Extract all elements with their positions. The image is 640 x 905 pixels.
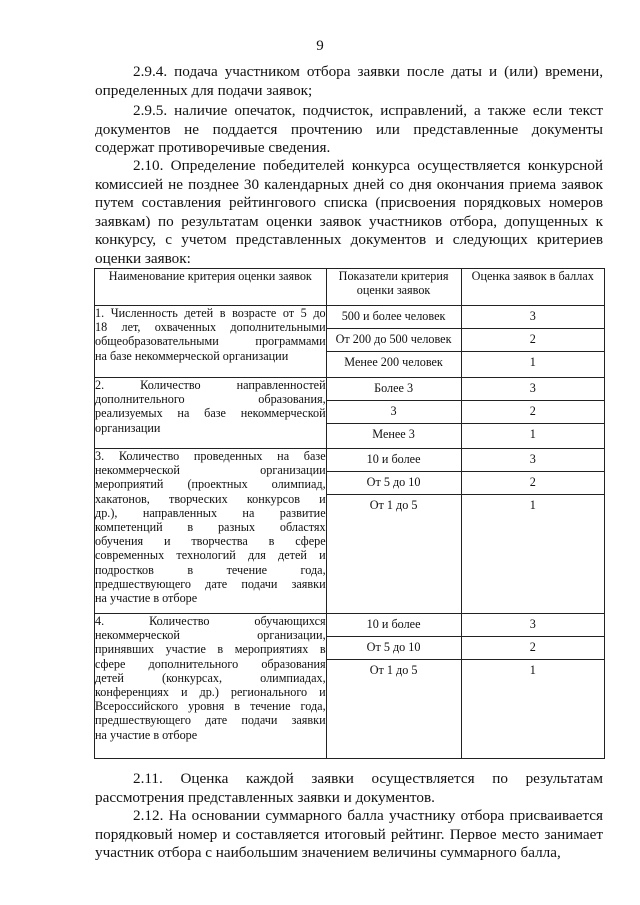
criterion-line: 18 лет, охваченных дополнительными [95, 320, 326, 335]
table-row [95, 614, 605, 759]
paragraph-line: комиссией не позднее 30 календарных дней со дня окончания приема заявок [95, 175, 603, 193]
score-value: 2 [462, 472, 604, 495]
paragraph-p295 [95, 102, 603, 158]
score-value: 1 [529, 427, 536, 441]
indicator-value: 10 и более [327, 449, 461, 472]
criterion-line: реализуемых на базе некоммерческой [95, 406, 326, 421]
header-indicators: Показатели критерия оценки заявок [326, 269, 461, 306]
criterion-line: 3. Количество проведенных на базе [95, 449, 326, 463]
paragraph-line: 2.9.4. подача участником отбора заявки после даты и (или) времени, [133, 63, 603, 80]
criterion-line: конференциях и др.) регионального и [95, 685, 326, 700]
paragraph-line: порядковый номер и составляется итоговый рейтинг. Первое место занимает [95, 825, 603, 843]
criterion-line: 4. Количество обучающихся [95, 614, 326, 628]
criterion-line: некоммерческой организации [95, 463, 326, 478]
criterion-line: 1. Численность детей в возрасте от 5 до [95, 306, 326, 320]
criterion-cell [95, 378, 327, 449]
paragraph-line: путем составления рейтингового списка (присвоения порядковых номеров [95, 194, 603, 212]
paragraph-line: содержат противоречивые сведения. [95, 139, 331, 157]
criterion-line: современных технологий для детей и [95, 548, 326, 563]
score-value: 1 [529, 355, 536, 369]
paragraph-line: рассмотрения представленных заявки и документов. [95, 788, 435, 806]
indicator-value: Менее 200 человек [344, 355, 443, 369]
score-value: 2 [462, 401, 604, 424]
paragraph-p294 [95, 63, 603, 100]
table-row [95, 449, 605, 614]
indicator-cell [326, 378, 461, 449]
criterion-cell [95, 449, 327, 614]
indicator-value: 3 [327, 401, 461, 424]
table-row [95, 378, 605, 449]
score-cell [461, 614, 604, 759]
indicator-cell [326, 449, 461, 614]
score-cell [461, 378, 604, 449]
criterion-line: подростков в течение года, [95, 562, 326, 577]
criterion-line: сфере дополнительного образования [95, 656, 326, 671]
criterion-line: на участие в отборе [95, 727, 198, 742]
criterion-line: компетенций в разных областях [95, 520, 326, 535]
indicator-value: От 200 до 500 человек [327, 329, 461, 352]
criteria-table [94, 268, 605, 759]
indicator-value: От 1 до 5 [369, 663, 418, 677]
header-criterion: Наименование критерия оценки заявок [95, 269, 327, 306]
score-value: 1 [529, 498, 536, 512]
criterion-line: на базе некоммерческой организации [95, 348, 289, 363]
criterion-line: детей (конкурсах, олимпиадах, [95, 670, 326, 685]
score-value: 2 [462, 329, 604, 352]
score-value: 3 [462, 449, 604, 472]
indicator-cell [326, 306, 461, 378]
criterion-line: некоммерческой организации, [95, 628, 326, 643]
criterion-line: общеобразовательными программами [95, 334, 326, 349]
score-cell [461, 306, 604, 378]
paragraph-line: 2.12. На основании суммарного балла участнику отбора присваивается [133, 807, 603, 824]
paragraph-p211 [95, 770, 603, 807]
indicator-value: 500 и более человек [327, 306, 461, 329]
paragraph-p212 [95, 807, 603, 863]
criterion-line: хакатонов, творческих конкурсов и [95, 491, 326, 506]
score-value: 1 [529, 663, 536, 677]
header-score: Оценка заявок в баллах [461, 269, 604, 306]
criterion-line: предшествующего дате подачи заявки [95, 576, 326, 591]
page-number: 9 [316, 38, 324, 54]
paragraph-p210 [95, 157, 603, 269]
indicator-value: От 1 до 5 [369, 498, 418, 512]
criterion-line: дополнительного образования, [95, 392, 326, 407]
paragraph-line: оценки заявок: [95, 249, 191, 267]
paragraph-line: определенных для подачи заявок; [95, 81, 313, 99]
criterion-line: мероприятий (проектных олимпиад, [95, 477, 326, 492]
criterion-cell [95, 306, 327, 378]
indicator-value: От 5 до 10 [327, 472, 461, 495]
criterion-line: предшествующего дате подачи заявки [95, 713, 326, 728]
indicator-value: От 5 до 10 [327, 637, 461, 660]
indicator-value: 10 и более [327, 614, 461, 637]
criterion-line: обучения и творчества в сфере [95, 534, 326, 549]
criterion-line: 2. Количество направленностей [95, 378, 326, 392]
criterion-line: Всероссийского уровня в течение года, [95, 699, 326, 714]
paragraph-line: заявкам) по результатам оценки заявок участников отбора, допущенных к [95, 212, 603, 230]
score-value: 3 [462, 614, 604, 637]
criterion-line: др.), направленных на развитие [95, 505, 326, 520]
score-value: 3 [462, 378, 604, 401]
criterion-cell [95, 614, 327, 759]
criterion-line: принявших участие в мероприятиях в [95, 642, 326, 657]
paragraph-line: конкурсу, с учетом представленных документов и следующих критериев [95, 231, 603, 249]
score-value: 2 [462, 637, 604, 660]
paragraph-line: документов не поддается прочтению или представленные документы [95, 120, 603, 138]
criterion-line: организации [95, 420, 161, 435]
indicator-value: Менее 3 [372, 427, 415, 441]
table-header-row [95, 269, 605, 306]
indicator-cell [326, 614, 461, 759]
paragraph-line: участник отбора с наибольшим значением величины суммарного балла, [95, 844, 561, 862]
score-cell [461, 449, 604, 614]
table-row [95, 306, 605, 378]
paragraph-line: 2.10. Определение победителей конкурса осуществляется конкурсной [133, 157, 603, 174]
score-value: 3 [462, 306, 604, 329]
paragraph-line: 2.11. Оценка каждой заявки осуществляется по результатам [133, 770, 603, 787]
paragraph-line: 2.9.5. наличие опечаток, подчисток, исправлений, а также если текст [133, 102, 603, 119]
indicator-value: Более 3 [327, 378, 461, 401]
criterion-line: на участие в отборе [95, 591, 198, 606]
